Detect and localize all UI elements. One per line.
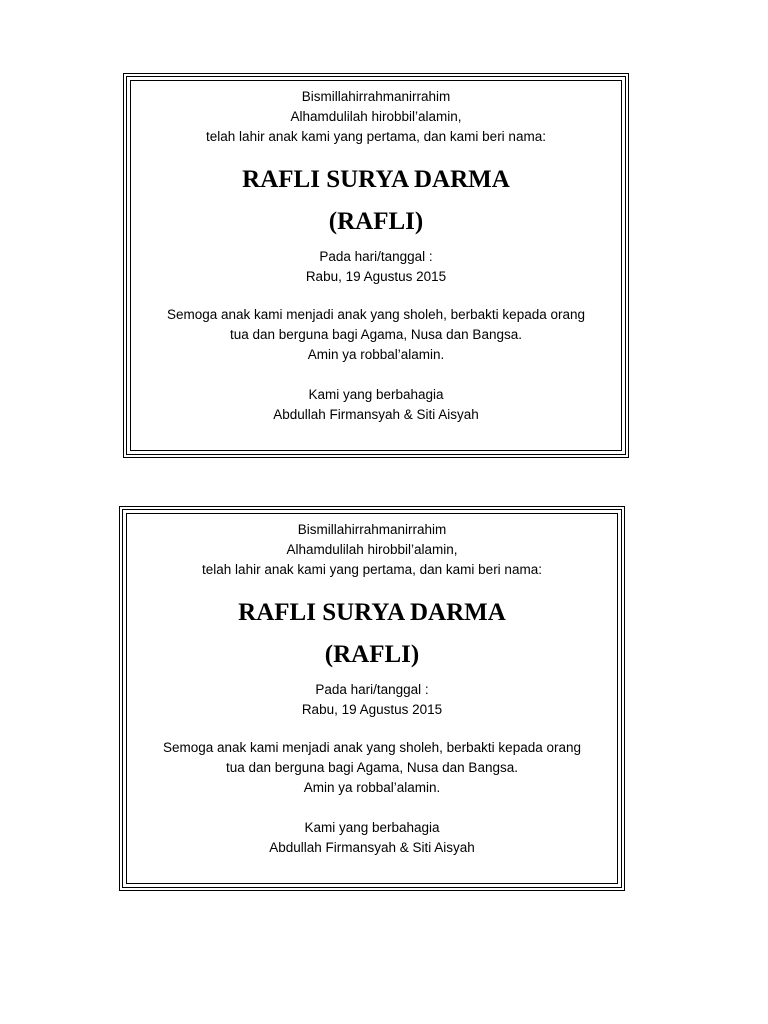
birth-announcement-card-2 — [119, 506, 625, 891]
announcement-text: telah lahir anak kami yang pertama, dan kami beri nama: — [202, 562, 542, 577]
date-label: Pada hari/tanggal : — [315, 682, 429, 697]
date-value: Rabu, 19 Agustus 2015 — [301, 702, 443, 717]
amen-text: Amin ya robbal’alamin. — [307, 347, 445, 362]
card-inner-border — [130, 80, 622, 451]
closing-text: Kami yang berbahagia — [304, 820, 440, 835]
baby-full-name: RAFLI SURYA DARMA — [238, 599, 506, 626]
baby-full-name: RAFLI SURYA DARMA — [242, 166, 510, 193]
prayer-line-1: Semoga anak kami menjadi anak yang sholeh, berbakti kepada orang — [162, 740, 582, 755]
date-label: Pada hari/tanggal : — [319, 249, 433, 264]
announcement-text: telah lahir anak kami yang pertama, dan kami beri nama: — [206, 129, 546, 144]
prayer-line-2: tua dan berguna bagi Agama, Nusa dan Bangsa. — [230, 327, 522, 342]
card-inner-border — [126, 513, 618, 884]
baby-nickname: (RAFLI) — [328, 208, 424, 235]
date-value: Rabu, 19 Agustus 2015 — [305, 269, 447, 284]
amen-text: Amin ya robbal’alamin. — [303, 780, 441, 795]
greeting-text: Bismillahirrahmanirrahim — [297, 522, 447, 537]
praise-text: Alhamdulilah hirobbil’alamin, — [290, 109, 462, 124]
praise-text: Alhamdulilah hirobbil’alamin, — [286, 542, 458, 557]
birth-announcement-card-1 — [123, 73, 629, 458]
greeting-text: Bismillahirrahmanirrahim — [301, 89, 451, 104]
prayer-line-1: Semoga anak kami menjadi anak yang sholeh, berbakti kepada orang — [166, 307, 586, 322]
prayer-line-2: tua dan berguna bagi Agama, Nusa dan Bangsa. — [226, 760, 518, 775]
closing-text: Kami yang berbahagia — [308, 387, 444, 402]
baby-nickname: (RAFLI) — [324, 641, 420, 668]
parents-names: Abdullah Firmansyah & Siti Aisyah — [269, 840, 475, 855]
parents-names: Abdullah Firmansyah & Siti Aisyah — [273, 407, 479, 422]
